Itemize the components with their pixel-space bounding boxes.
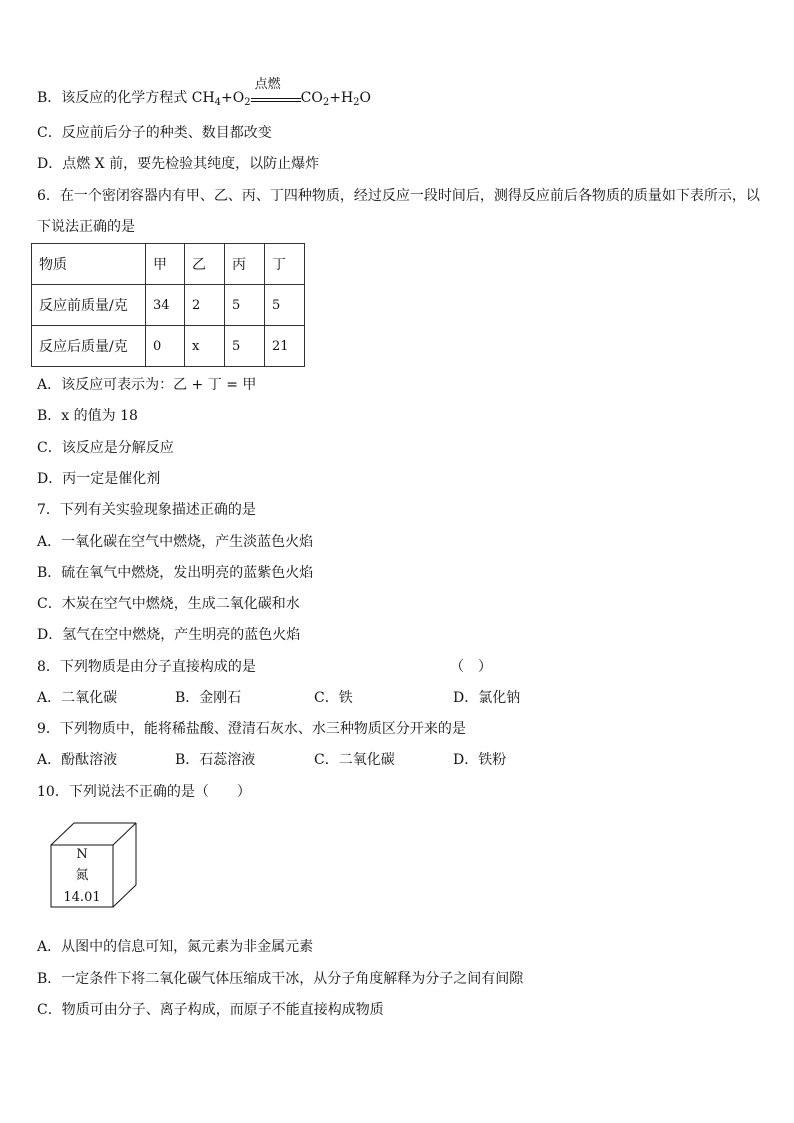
mass-table [31, 243, 305, 367]
q5-b-text: +O [221, 90, 245, 106]
q8-option-c: C．铁 [314, 690, 353, 706]
q6-option-a: A．该反应可表示为：乙 + 丁 = 甲 [37, 377, 257, 393]
q10-option-a: A．从图中的信息可知，氮元素为非金属元素 [37, 939, 314, 955]
subscript: 2 [244, 97, 251, 108]
q6-option-b: B．x 的值为 18 [37, 408, 138, 424]
table-header-cell: 甲 [146, 244, 185, 285]
table-cell: 反应前质量/克 [32, 285, 146, 326]
table-header-row [32, 244, 305, 285]
table-cell: 5 [225, 285, 265, 326]
q8-option-a: A．二氧化碳 [37, 690, 118, 706]
table-cell: 5 [225, 326, 265, 367]
table-header-cell: 物质 [32, 244, 146, 285]
table-header-cell: 乙 [185, 244, 225, 285]
q9-option-d: D．铁粉 [453, 752, 507, 768]
subscript: 2 [322, 97, 330, 108]
table-cell: 5 [265, 285, 305, 326]
table-row [32, 285, 305, 326]
reaction-arrow [251, 77, 301, 107]
table-cell: 反应后质量/克 [32, 326, 146, 367]
q6-stem-line2: 下说法正确的是 [37, 219, 135, 235]
q5-b-text: O [359, 90, 372, 106]
q5-option-d: D．点燃 X 前，要先检验其纯度，以防止爆炸 [37, 156, 320, 172]
q5-b-text: B．该反应的化学方程式 CH [37, 90, 215, 106]
table-cell: 34 [146, 285, 185, 326]
q7-stem: 7．下列有关实验现象描述正确的是 [37, 502, 256, 518]
q6-option-d: D．丙一定是催化剂 [37, 471, 161, 487]
q8-option-b: B．金刚石 [175, 690, 242, 706]
q5-b-text: +H [329, 90, 354, 106]
reaction-condition: 点燃 [254, 77, 281, 92]
q9-stem: 9．下列物质中，能将稀盐酸、澄清石灰水、水三种物质区分开来的是 [37, 721, 466, 737]
q8-option-d: D．氯化钠 [453, 690, 521, 706]
table-header-cell: 丙 [225, 244, 265, 285]
q7-option-c: C．木炭在空气中燃烧，生成二氧化碳和水 [37, 596, 300, 612]
table-cell: 21 [265, 326, 305, 367]
q5-option-c: C．反应前后分子的种类、数目都改变 [37, 125, 272, 141]
subscript: 2 [353, 97, 360, 108]
q5-option-b [37, 77, 372, 108]
table-cell: 2 [185, 285, 225, 326]
q7-option-d: D．氢气在空中燃烧，产生明亮的蓝色火焰 [37, 627, 301, 643]
table-cell: x [185, 326, 225, 367]
element-symbol: N [76, 847, 88, 862]
q9-option-a: A．酚酞溶液 [37, 752, 118, 768]
q8-answer-paren: （ ） [450, 659, 492, 675]
table-cell: 0 [146, 326, 185, 367]
q10-option-c: C．物质可由分子、离子构成，而原子不能直接构成物质 [37, 1002, 384, 1018]
table-row [32, 326, 305, 367]
element-name: 氮 [75, 868, 89, 883]
table-header-cell: 丁 [265, 244, 305, 285]
q8-stem: 8．下列物质是由分子直接构成的是 [37, 659, 256, 675]
q6-stem-line1: 6．在一个密闭容器内有甲、乙、丙、丁四种物质，经过反应一段时间后，测得反应前后各物质的质量如下表所示，以 [37, 188, 760, 204]
q7-option-b: B．硫在氧气中燃烧，发出明亮的蓝紫色火焰 [37, 565, 314, 581]
q6-option-c: C．该反应是分解反应 [37, 440, 174, 456]
q9-option-b: B．石蕊溶液 [175, 752, 256, 768]
q5-b-text: CO [300, 90, 323, 106]
element-atomic-mass: 14.01 [63, 890, 101, 905]
q10-option-b: B．一定条件下将二氧化碳气体压缩成干冰，从分子角度解释为分子之间有间隙 [37, 971, 524, 987]
q10-stem: 10．下列说法不正确的是（ ） [37, 784, 251, 800]
q9-option-c: C．二氧化碳 [314, 752, 395, 768]
subscript: 4 [214, 97, 222, 108]
q7-option-a: A．一氧化碳在空气中燃烧，产生淡蓝色火焰 [37, 534, 314, 550]
